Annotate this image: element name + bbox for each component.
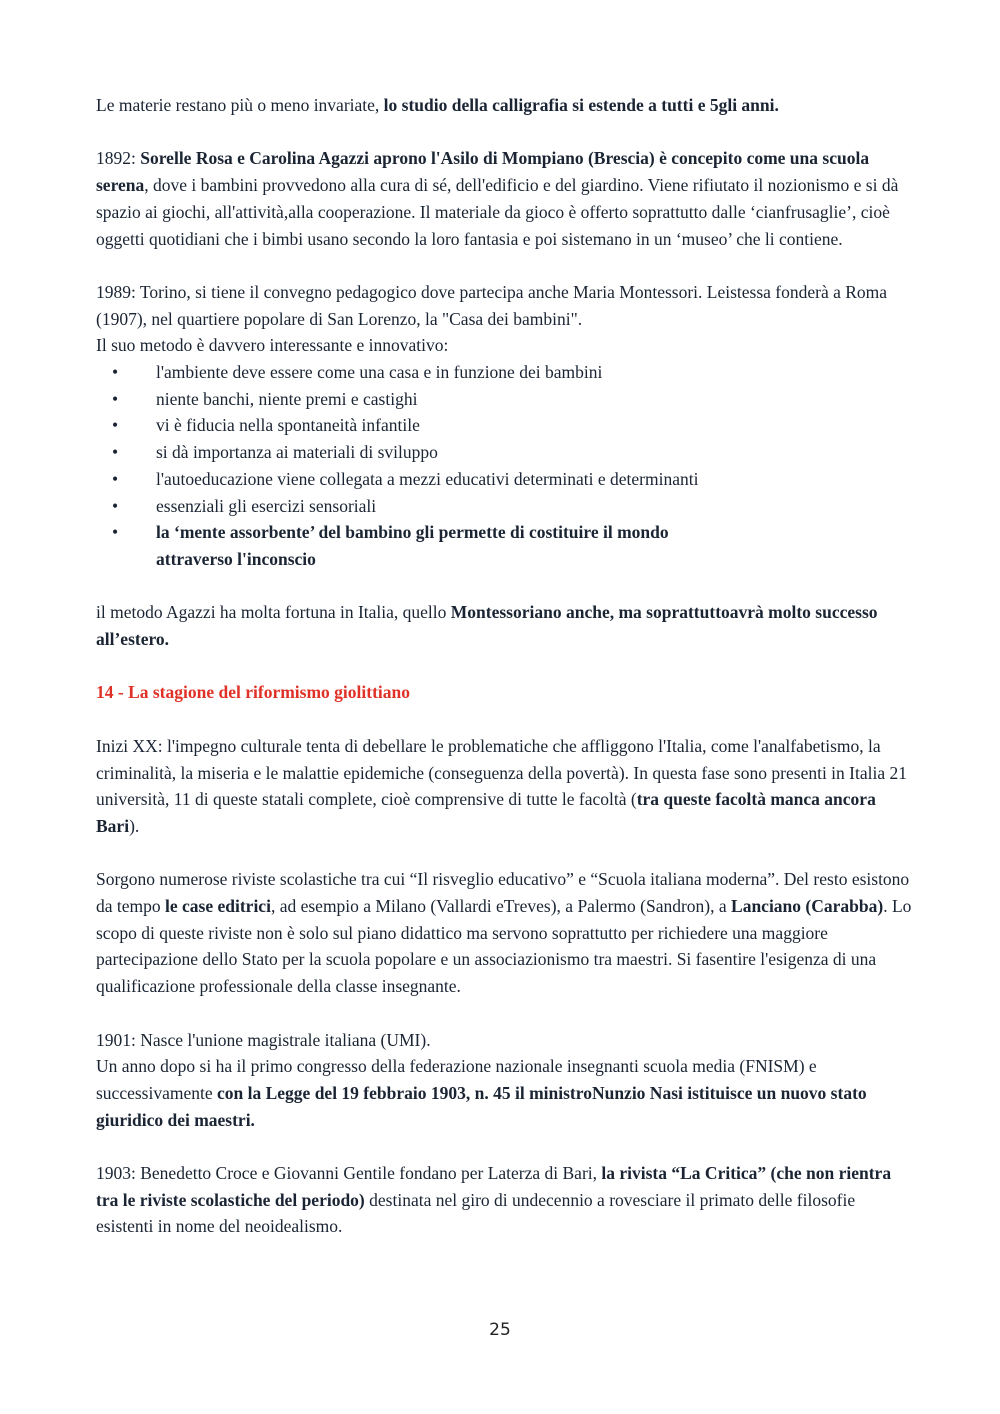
paragraph-agazzi: 1892: Sorelle Rosa e Carolina Agazzi aprono l'Asilo di Mompiano (Brescia) è concepito come una scuola serena, dove i bambini provvedono alla cura di sé, dell'edificio e del giardino. Viene rifiutato il nozionismo e si dà spazio ai giochi, all'attività,alla cooperazione. Il materiale da gioco è offerto soprattutto dalle ‘cianfrusaglie’, cioè oggetti quotidiani che i bimbi usano secondo la loro fantasia e poi sistemano in un ‘museo’ che li contiene. (96, 148, 899, 249)
list-item-bold: • la ‘mente assorbente’ del bambino gli permette di costituire il mondo attraverso l'inconscio (96, 519, 916, 572)
paragraph-montessori: 1989: Torino, si tiene il convegno pedagogico dove partecipa anche Maria Montessori. Leistessa fonderà a Roma (1907), nel quartiere popolare di San Lorenzo, la "Casa dei bambini". Il suo metodo è davvero interessante e innovativo: (96, 281, 888, 356)
bullet-icon: • (112, 388, 119, 409)
paragraph-la-critica: 1903: Benedetto Croce e Giovanni Gentile fondano per Laterza di Bari, la rivista “La Critica” (che non rientra tra le riviste scolastiche del periodo) destinata nel giro di undecennio a rovesciare il primato delle filosofie esistenti in nome del neoidealismo. (96, 1163, 892, 1237)
paragraph-umi: 1901: Nasce l'unione magistrale italiana (UMI). Un anno dopo si ha il primo congresso della federazione nazionale insegnanti scuola media (FNISM) e successivamente con la Legge del 19 febbraio 1903, n. 45 il ministroNunzio Nasi istituisce un nuovo stato giuridico dei maestri. (96, 1029, 867, 1130)
list-item: • si dà importanza ai materiali di sviluppo (96, 439, 916, 466)
list-item: • essenziali gli esercizi sensoriali (96, 493, 916, 520)
montessori-method-list (96, 359, 916, 573)
paragraph-materie: Le materie restano più o meno invariate, lo studio della calligrafia si estende a tutti e 5gli anni. (96, 95, 779, 115)
paragraph-riviste: Sorgono numerose riviste scolastiche tra cui “Il risveglio educativo” e “Scuola italiana moderna”. Del resto esistono da tempo le case editrici, ad esempio a Milano (Vallardi eTreves), a Palermo (Sandron), a Lanciano (Carabba). Lo scopo di queste riviste non è solo sul piano didattico ma servono soprattutto per richiedere una maggiore partecipazione dello Stato per la scuola popolare e un associazionismo tra maestri. Si fasentire l'esigenza di una qualificazione professionale della classe insegnante. (96, 869, 912, 997)
bold-la-critica: la rivista “La Critica” (che non rientra tra le riviste scolastiche del periodo) (96, 1163, 892, 1210)
list-item: • vi è fiducia nella spontaneità infantile (96, 412, 916, 439)
bold-montessoriano: Montessoriano anche, ma soprattuttoavrà molto successo all’estero. (96, 602, 878, 650)
bullet-icon: • (112, 415, 119, 436)
bold-agazzi: Sorelle Rosa e Carolina Agazzi aprono l'Asilo di Mompiano (Brescia) è concepito come una scuola serena (96, 148, 870, 196)
bullet-icon: • (112, 495, 119, 516)
list-item: • niente banchi, niente premi e castighi (96, 386, 916, 413)
bold-bari: tra queste facoltà manca ancora Bari (96, 789, 876, 836)
list-item: • l'autoeducazione viene collegata a mezzi educativi determinati e determinanti (96, 466, 916, 493)
paragraph-inizi-xx: Inizi XX: l'impegno culturale tenta di debellare le problematiche che affliggono l'Italia, come l'analfabetismo, la criminalità, la miseria e le malattie epidemiche (conseguenza della povertà). In questa fase sono presenti in Italia 21 università, 11 di queste statali complete, cioè comprensive di tutte le facoltà (tra queste facoltà manca ancora Bari). (96, 735, 907, 836)
bullet-icon: • (112, 362, 119, 382)
list-item: • l'ambiente deve essere come una casa e in funzione dei bambini (96, 359, 916, 386)
section-heading: 14 - La stagione del riformismo giolittiano (96, 682, 411, 703)
paragraph-fortuna: il metodo Agazzi ha molta fortuna in Italia, quello Montessoriano anche, ma soprattuttoavrà molto successo all’estero. (96, 602, 878, 650)
bullet-icon: • (112, 468, 119, 489)
bullet-icon: • (112, 442, 119, 463)
bold-legge-1903: con la Legge del 19 febbraio 1903, n. 45 il ministroNunzio Nasi istituisce un nuovo stato giuridico dei maestri. (96, 1082, 867, 1130)
bold-lanciano: Lanciano (Carabba) (731, 896, 884, 916)
page-number: 25 (489, 1320, 511, 1340)
bold-calligrafia: lo studio della calligrafia si estende a tutti e 5gli anni. (383, 95, 779, 115)
bold-case-editrici: le case editrici (165, 896, 271, 916)
bullet-icon: • (112, 522, 119, 543)
document-body (96, 92, 916, 1267)
